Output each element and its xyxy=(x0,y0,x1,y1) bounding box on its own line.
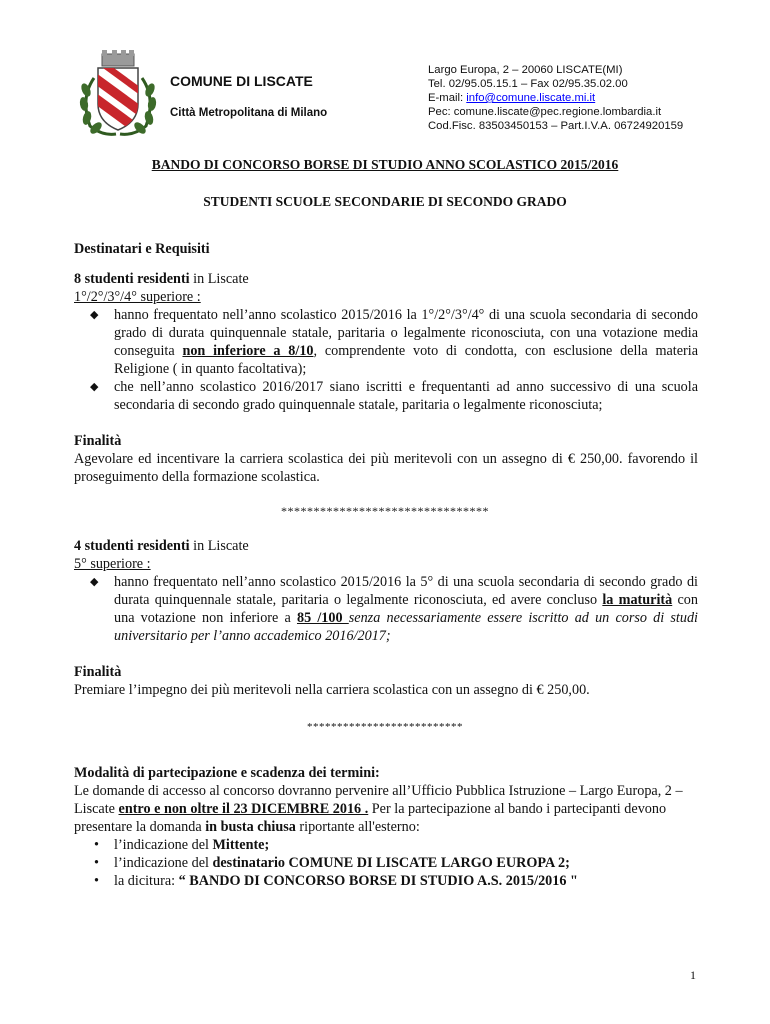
bullet-dot-icon: • xyxy=(94,873,99,889)
diamond-bullet-icon: ◆ xyxy=(90,381,99,393)
participation-text-c: Per la partecipazione al bando i partecipanti devono presentare la domanda xyxy=(74,801,667,835)
document-subtitle: STUDENTI SCUOLE SECONDARIE DI SECONDO GRADO xyxy=(203,194,567,209)
item-bold: destinatario COMUNE DI LISCATE LARGO EUROPA 2; xyxy=(212,855,570,871)
recipients-count-rest: in Liscate xyxy=(189,271,249,287)
sealed-envelope: in busta chiusa xyxy=(205,819,296,835)
bullet-text-end: , comprendente voto di condotta, con esclusione della materia Religione ( in quanto facoltativa); xyxy=(114,343,698,377)
email-link[interactable]: info@comune.liscate.mi.it xyxy=(466,92,596,104)
recipients-count-bold: 8 studenti residenti xyxy=(74,271,190,287)
recipients-count xyxy=(74,270,698,288)
list-item xyxy=(74,836,698,854)
bullet-text: hanno frequentato nell’anno scolastico 2015/2016 la 5° di una scuola secondaria di secondo grado di durata quinquennale statale, paritaria o legalmente riconosciuta, ed avere concluso xyxy=(114,574,698,608)
grades-line: 5° superiore : xyxy=(74,556,151,572)
municipality-name: COMUNE DI LISCATE xyxy=(170,73,313,89)
grade-threshold: non inferiore a 8/10 xyxy=(182,343,314,359)
participation-text xyxy=(74,782,698,836)
participation-text-a: Le domande di accesso al concorso dovranno pervenire all’Ufficio Pubblica Istruzione – Largo Europa, 2 – Liscate xyxy=(74,783,683,817)
address-line: Largo Europa, 2 – 20060 LISCATE(MI) xyxy=(428,64,623,76)
deadline: entro e non oltre il 23 DICEMBRE 2016 . xyxy=(118,801,369,817)
email-line xyxy=(428,91,683,105)
bullet-text-end: senza necessariamente essere iscritto ad un corso di studi universitario per l’anno accademico 2016/2017; xyxy=(114,610,698,644)
requirements-list xyxy=(74,573,698,645)
bullet-text: hanno frequentato nell’anno scolastico 2015/2016 la 1°/2°/3°/4° di una scuola secondaria di secondo grado di durata quinquennale statale, paritaria o legalmente riconosciuta, con una votazione media conseguita xyxy=(114,307,698,359)
maturita-label: la maturità xyxy=(602,592,673,608)
list-item xyxy=(74,378,698,414)
tel-line: Tel. 02/95.05.15.1 – Fax 02/95.35.02.00 xyxy=(428,78,628,90)
recipients-count-bold: 4 studenti residenti xyxy=(74,538,190,554)
bullet-dot-icon: • xyxy=(94,837,99,853)
separator: ******************************** xyxy=(281,504,489,518)
envelope-list xyxy=(74,836,698,890)
recipients-count-rest: in Liscate xyxy=(189,538,249,554)
page-number: 1 xyxy=(690,968,696,982)
purpose-text: Premiare l’impegno dei più meritevoli nella carriera scolastica con un assegno di € 250,00. xyxy=(74,682,590,698)
bullet-dot-icon: • xyxy=(94,855,99,871)
purpose-text: Agevolare ed incentivare la carriera scolastica dei più meritevoli con un assegno di € 250,00. favorendo il proseguimento della formazione scolastica. xyxy=(74,451,698,485)
coat-of-arms-logo xyxy=(72,48,164,140)
grades-line: 1°/2°/3°/4° superiore : xyxy=(74,289,201,305)
grade-threshold: 85 /100 xyxy=(296,610,349,626)
purpose-heading: Finalità xyxy=(74,433,122,449)
item-bold: “ BANDO DI CONCORSO BORSE DI STUDIO A.S. 2015/2016 " xyxy=(178,873,578,889)
item-text: l’indicazione del xyxy=(114,855,213,871)
codfisc-line: Cod.Fisc. 83503450153 – Part.I.V.A. 06724920159 xyxy=(428,120,684,132)
section-requirements xyxy=(74,240,698,486)
requirements-heading: Destinatari e Requisiti xyxy=(74,241,210,257)
list-item xyxy=(74,573,698,645)
recipients-count xyxy=(74,537,698,555)
item-bold: Mittente; xyxy=(212,837,270,853)
participation-heading: Modalità di partecipazione e scadenza dei termini: xyxy=(74,765,380,781)
participation-text-e: riportante all'esterno: xyxy=(295,819,420,835)
purpose-heading: Finalità xyxy=(74,664,122,680)
bullet-text-mid: con una votazione non inferiore a xyxy=(114,592,698,626)
section-participation xyxy=(74,764,698,890)
requirements-list xyxy=(74,306,698,414)
contact-block xyxy=(428,63,683,133)
bullet-text: che nell’anno scolastico 2016/2017 siano iscritti e frequentanti ad anno successivo di una scuola secondaria di secondo grado quinquennale statale, paritaria o legalmente riconosciuta; xyxy=(114,379,698,413)
item-text: la dicitura: xyxy=(114,873,179,889)
pec-line: Pec: comune.liscate@pec.regione.lombardia.it xyxy=(428,106,662,118)
section-fifth-year xyxy=(74,537,698,699)
list-item xyxy=(74,854,698,872)
diamond-bullet-icon: ◆ xyxy=(90,309,99,321)
document-title: BANDO DI CONCORSO BORSE DI STUDIO ANNO SCOLASTICO 2015/2016 xyxy=(151,157,619,172)
metro-city-name: Città Metropolitana di Milano xyxy=(170,107,328,119)
item-text: l’indicazione del xyxy=(114,837,213,853)
list-item xyxy=(74,306,698,378)
email-label: E-mail: xyxy=(428,92,467,104)
separator: ************************** xyxy=(307,721,463,733)
list-item xyxy=(74,872,698,890)
diamond-bullet-icon: ◆ xyxy=(90,576,99,588)
